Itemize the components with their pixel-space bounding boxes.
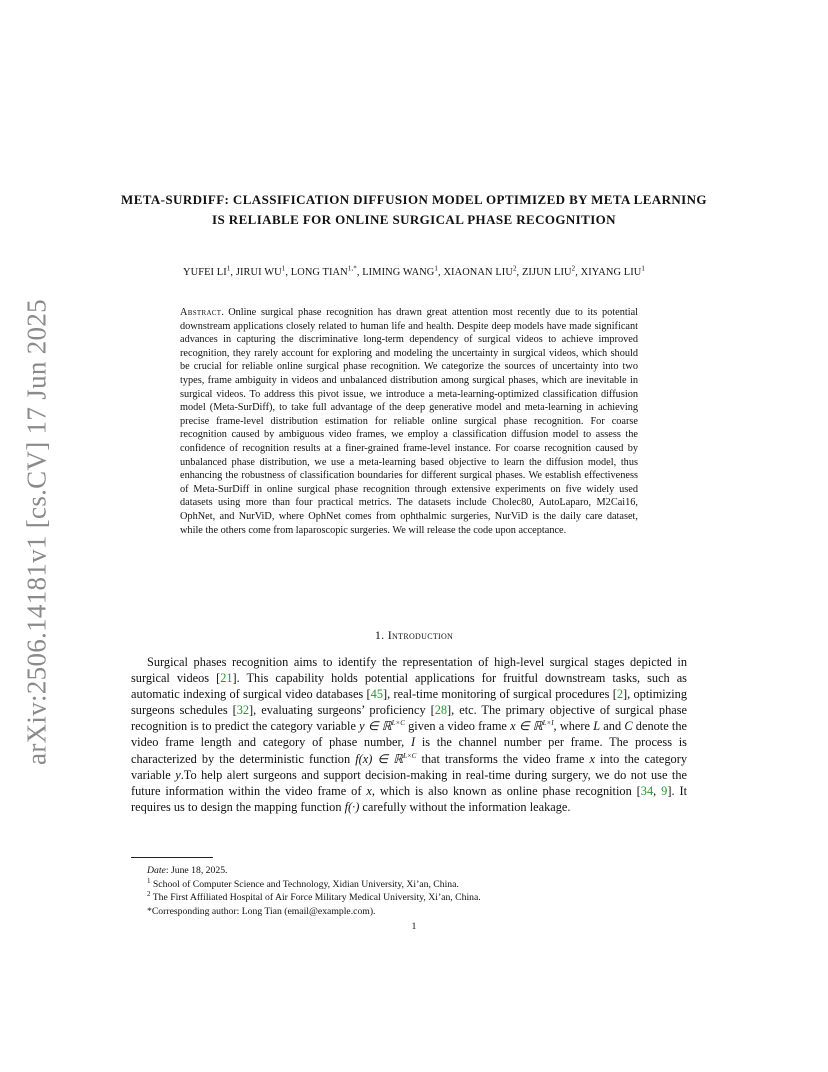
intro-text: is the channel number per frame. The process is characterized by the deterministic function <box>131 735 687 766</box>
citation-link[interactable]: 2 <box>616 687 623 702</box>
paper-title: META-SURDIFF: CLASSIFICATION DIFFUSION MODEL OPTIMIZED BY META LEARNING IS RELIABLE FOR ONLINE SURGICAL PHASE RECOGNITION <box>121 192 707 227</box>
footnotes <box>131 864 691 918</box>
date-label: Date <box>147 865 166 876</box>
author-name: ZIJUN LIU <box>521 267 572 278</box>
date-value: : June 18, 2025. <box>165 865 228 876</box>
footnote-mark: 1 <box>147 876 151 885</box>
citation-link[interactable]: 28 <box>434 703 448 718</box>
math-expression: x <box>589 751 595 766</box>
footnote-affiliation-2 <box>131 891 691 905</box>
author-name: LIMING WANG <box>362 267 435 278</box>
author-affiliation: 1 <box>641 264 645 273</box>
author-name: YUFEI LI <box>183 267 227 278</box>
intro-text: Surgical phases recognition aims to identify the representation of high-level surgical stages depicted in surgical videos [ <box>131 655 687 686</box>
footnote-text: The First Affiliated Hospital of Air Force Military Medical University, Xi’an, China. <box>150 892 481 904</box>
intro-text: ], etc. The primary objective of surgical phase recognition is to predict the category variable <box>131 703 688 734</box>
math-superscript: L×I <box>542 719 554 728</box>
footnote-corresponding-author: *Corresponding author: Long Tian (email@example.com). <box>147 905 376 917</box>
author-affiliation: 2 <box>571 264 576 273</box>
math-expression: x ∈ ℝ <box>510 719 543 734</box>
math-expression: y ∈ ℝ <box>359 719 392 734</box>
math-expression: I <box>410 735 416 750</box>
math-superscript: L×C <box>391 719 405 728</box>
arxiv-identifier-stamp <box>12 299 62 765</box>
footnote-divider <box>131 857 213 858</box>
footnote-mark: 2 <box>147 889 151 898</box>
intro-text: carefully without the information leakage. <box>359 799 571 814</box>
arxiv-identifier-text: arXiv:2506.14181v1 [cs.CV] 17 Jun 2025 <box>21 299 52 765</box>
author-affiliation: 1 <box>226 264 231 273</box>
footnote-date <box>131 864 691 878</box>
math-expression: L <box>593 719 601 734</box>
intro-text: ]. This capability holds potential applications for fruitful downstream tasks, such as automatic indexing of surgical video databases [ <box>131 671 687 702</box>
intro-text: into the category variable <box>131 751 687 782</box>
intro-text: , <box>653 783 662 798</box>
intro-text: denote the video frame length and category of phase number, <box>131 719 688 750</box>
math-expression: f(x) ∈ ℝ <box>355 751 404 766</box>
author-affiliation: 1 <box>434 264 439 273</box>
author-name: XIAONAN LIU <box>443 267 513 278</box>
intro-text: that transforms the video frame <box>416 751 590 766</box>
citation-link[interactable]: 45 <box>370 687 383 702</box>
author-list: YUFEI $LI^1$, JIRUI $WU^1$, LONG $TIAN^{1,*}$, LIMING WANG$^1$, XIAONAN LIU$^2$, ZIJUN LIU$^2$, XIYANG LIU$^1$ <box>183 264 645 278</box>
intro-text: , where <box>553 719 594 734</box>
abstract-label: Abstract. <box>180 307 225 318</box>
intro-text: ], real-time monitoring of surgical procedures [ <box>383 687 617 702</box>
intro-text: .To help alert surgeons and support decision-making in real-time during surgery, we do not use the future information within the video frame of <box>131 767 687 798</box>
author-name: XIYANG LIU <box>580 267 642 278</box>
math-expression: f(·) <box>344 799 360 814</box>
intro-text: ]. It requires us to design the mapping function <box>131 783 688 814</box>
author-affiliation: 1,* <box>347 264 357 273</box>
abstract-text: Online surgical phase recognition has drawn great attention most recently due to its potential downstream applications closely related to human life and health. Despite deep models have made significant advances in capturing the discriminative long-term dependency of surgical videos to achieve improved recognition, they rarely account for exploring and modeling the uncertainty in surgical videos, which should be crucial for reliable online surgical phase recognition. We categorize the sources of uncertainty into two types, frame ambiguity in videos and unbalanced distribution among surgical phases, which are inevitable in surgical videos. To address this pivot issue, we introduce a meta-learning-optimized classification diffusion model (Meta-SurDiff), to take full advantage of the deep generative model and meta-learning in achieving precise frame-level distribution estimation for reliable online surgical phase recognition. For coarse recognition caused by ambiguous video frames, we employ a classification diffusion model to assess the confidence of recognition results at a finer-grained frame-level instance. For coarse recognition caused by unbalanced phase distribution, we use a meta-learning based objective to learn the diffusion model, thus enhancing the robustness of classification boundaries for different surgical phases. We establish effectiveness of Meta-SurDiff in online surgical phase recognition through extensive experiments on five widely used datasets using more than four practical metrics. The datasets include Cholec80, AutoLaparo, M2Cai16, OphNet, and NurViD, where OphNet comes from ophthalmic surgeries, NurViD is the daily care dataset, while the others come from laparoscopic surgeries. We will release the code upon acceptance. <box>180 307 638 536</box>
introduction-paragraph <box>131 654 687 815</box>
intro-text: ], optimizing surgeons schedules [ <box>131 687 687 718</box>
intro-text: ], evaluating surgeons’ proficiency [ <box>249 703 435 718</box>
footnote-text: School of Computer Science and Technology, Xidian University, Xi’an, China. <box>150 878 459 890</box>
citation-link[interactable]: 21 <box>220 671 233 686</box>
math-superscript: L×C <box>403 751 417 760</box>
math-expression: C <box>624 719 633 734</box>
math-expression: x <box>366 783 372 798</box>
abstract <box>180 306 638 537</box>
footnote-affiliation-1 <box>131 878 691 892</box>
citation-link[interactable]: 32 <box>236 703 250 718</box>
section-title: Introduction <box>387 628 454 642</box>
intro-text: , which is also known as online phase recognition [ <box>371 783 641 798</box>
author-affiliation: 1 <box>281 264 286 273</box>
section-heading <box>0 628 828 643</box>
math-expression: y <box>175 767 181 782</box>
citation-link[interactable]: 34 <box>640 783 654 798</box>
author-affiliation: 2 <box>512 264 517 273</box>
citation-link[interactable]: 9 <box>661 783 668 798</box>
author-name: LONG TIAN <box>290 267 348 278</box>
section-number: 1. <box>374 628 385 642</box>
page-number: 1 <box>411 921 417 932</box>
intro-text: given a video frame <box>404 719 511 734</box>
author-name: JIRUI WU <box>235 267 282 278</box>
intro-text: and <box>600 719 625 734</box>
